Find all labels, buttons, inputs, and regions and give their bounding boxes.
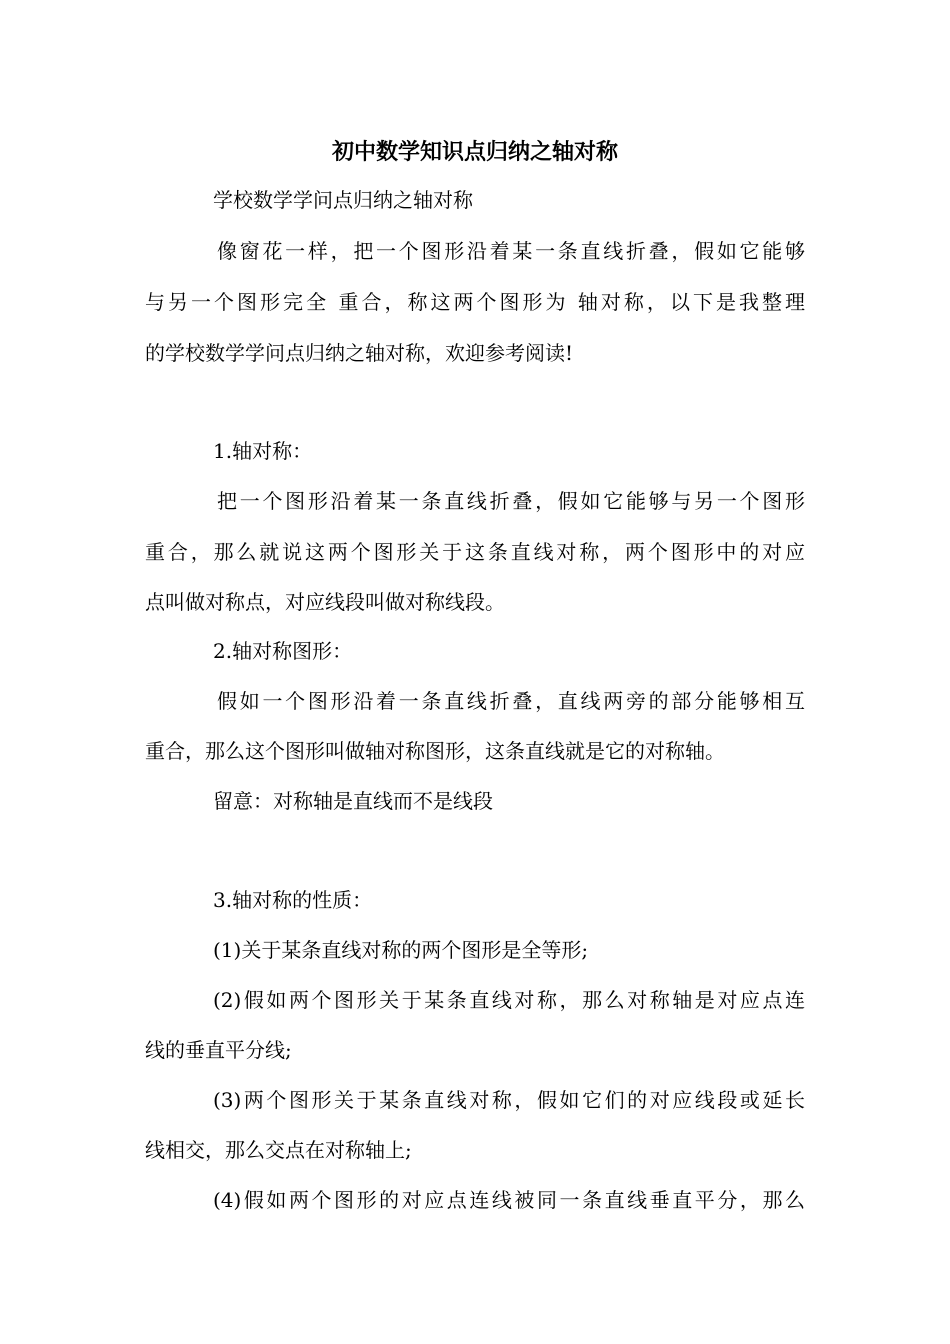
section-1-line: 把一个图形沿着某一条直线折叠，假如它能够与另一个图形 — [217, 489, 805, 513]
section-2-line: 重合，那么这个图形叫做轴对称图形，这条直线就是它的对称轴。 — [145, 739, 725, 763]
section-2-note: 留意：对称轴是直线而不是线段 — [213, 789, 493, 813]
document-title: 初中数学知识点归纳之轴对称 — [331, 139, 618, 165]
document-subtitle: 学校数学学问点归纳之轴对称 — [213, 188, 473, 212]
section-heading-2: 2.轴对称图形： — [213, 639, 353, 663]
section-3-item: 线的垂直平分线; — [145, 1038, 292, 1062]
intro-line: 像窗花一样，把一个图形沿着某一条直线折叠，假如它能够 — [217, 239, 805, 263]
section-3-item: 线相交，那么交点在对称轴上; — [145, 1138, 412, 1162]
section-3-item: (1)关于某条直线对称的两个图形是全等形; — [213, 938, 589, 962]
intro-line: 与另一个图形完全 重合，称这两个图形为 轴对称，以下是我整理 — [145, 290, 805, 314]
section-3-item: (2)假如两个图形关于某条直线对称，那么对称轴是对应点连 — [213, 988, 805, 1012]
section-2-line: 假如一个图形沿着一条直线折叠，直线两旁的部分能够相互 — [217, 689, 805, 713]
section-1-line: 点叫做对称点，对应线段叫做对称线段。 — [145, 590, 505, 614]
section-3-item: (4)假如两个图形的对应点连线被同一条直线垂直平分，那么 — [213, 1188, 805, 1212]
section-1-line: 重合，那么就说这两个图形关于这条直线对称，两个图形中的对应 — [145, 540, 805, 564]
section-3-item: (3)两个图形关于某条直线对称，假如它们的对应线段或延长 — [213, 1088, 805, 1112]
intro-line: 的学校数学学问点归纳之轴对称，欢迎参考阅读! — [145, 341, 574, 365]
section-heading-1: 1.轴对称： — [213, 439, 313, 463]
section-heading-3: 3.轴对称的性质： — [213, 888, 373, 912]
